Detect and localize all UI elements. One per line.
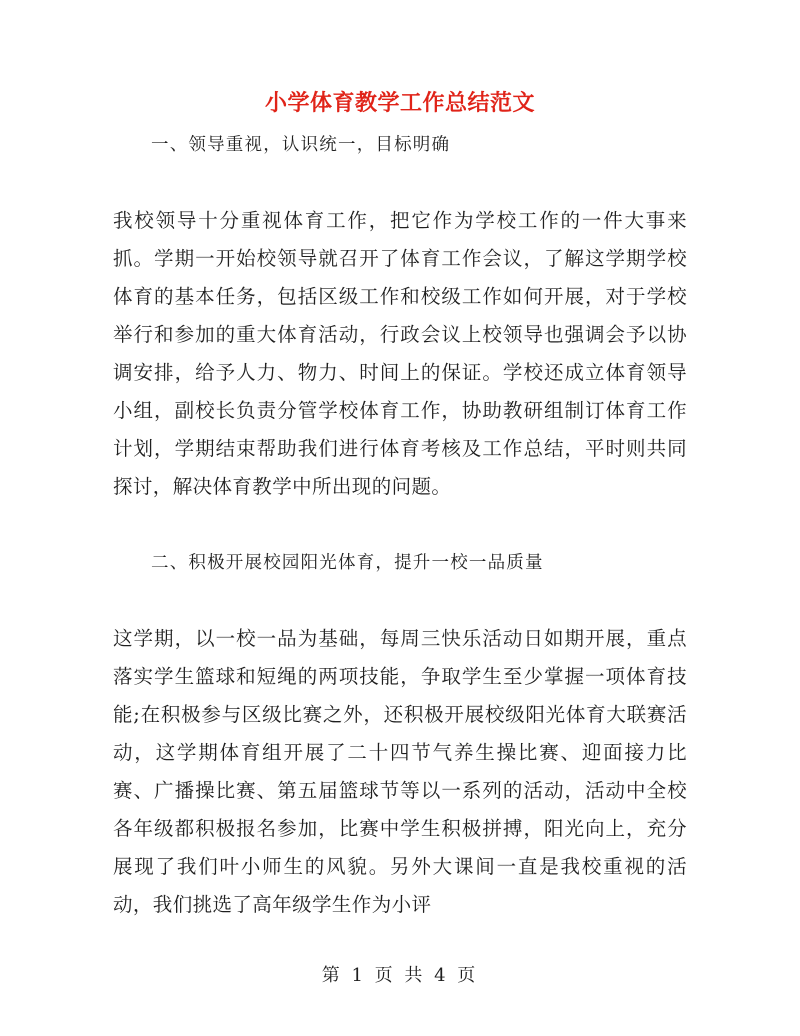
- section-heading-2: 二、积极开展校园阳光体育，提升一校一品质量: [151, 553, 544, 573]
- spacer-line-2: [113, 506, 687, 544]
- section-paragraph-2: 这学期，以一校一品为基础，每周三快乐活动日如期开展，重点落实学生篮球和短绳的两项技能，争取学生至少掌握一项体育技能;在积极参与区级比赛之外，还积极开展校级阳光体育大联赛活动，这学期体育组开展了二十四节气养生操比赛、迎面接力比赛、广播操比赛、第五届篮球节等以一系列的活动，活动中全校各年级都积极报名参加，比赛中学生积极拼搏，阳光向上，充分展现了我们叶小师生的风貌。另外大课间一直是我校重视的活动，我们挑选了高年级学生作为小评: [113, 627, 687, 916]
- page-footer: 第 1 页 共 4 页: [321, 965, 479, 986]
- document-body: [113, 86, 687, 924]
- spacer-line-3: [113, 582, 687, 620]
- document-title: 小学体育教学工作总结范文: [264, 90, 535, 116]
- spacer-line-1: [113, 164, 687, 202]
- section-paragraph-1: 我校领导十分重视体育工作，把它作为学校工作的一件大事来抓。学期一开始校领导就召开了体育工作会议，了解这学期学校体育的基本任务，包括区级工作和校级工作如何开展，对于学校举行和参加的重大体育活动，行政会议上校领导也强调会予以协调安排，给予人力、物力、时间上的保证。学校还成立体育领导小组，副校长负责分管学校体育工作，协助教研组制订体育工作计划，学期结束帮助我们进行体育考核及工作总结，平时则共同探讨，解决体育教学中所出现的问题。: [113, 209, 687, 498]
- section-heading-1: 一、领导重视，认识统一，目标明确: [151, 135, 451, 155]
